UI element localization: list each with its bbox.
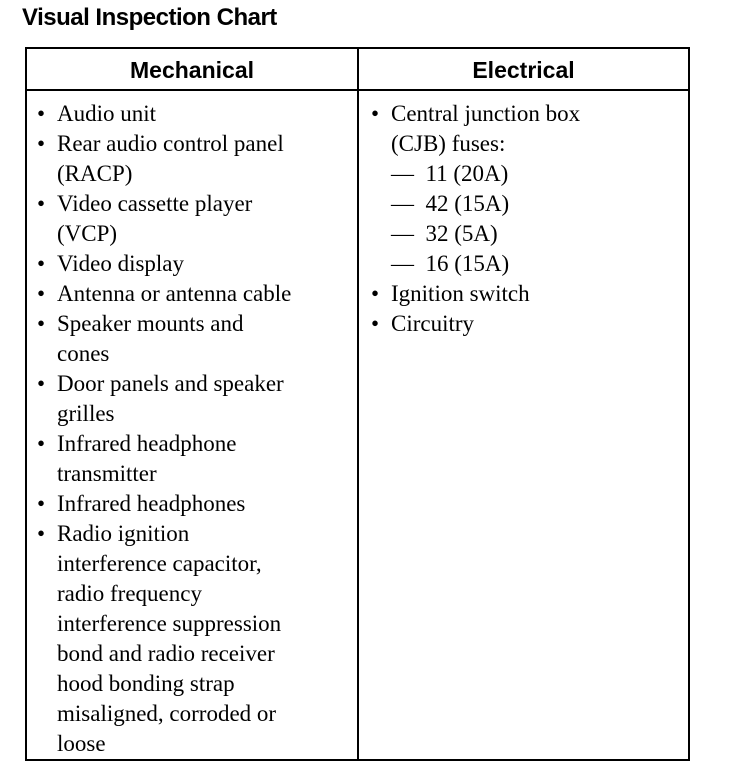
bullet-icon: • bbox=[37, 281, 46, 306]
electrical-list bbox=[365, 99, 683, 339]
list-item-text: radio frequency bbox=[57, 581, 202, 606]
list-item bbox=[31, 279, 351, 309]
list-item-text: Infrared headphone bbox=[57, 431, 237, 456]
list-item bbox=[365, 279, 683, 309]
list-item-text: Radio ignition bbox=[57, 521, 190, 546]
bullet-icon: • bbox=[371, 311, 380, 336]
list-item bbox=[31, 489, 351, 519]
bullet-icon: • bbox=[37, 491, 46, 516]
list-item-text: Rear audio control panel bbox=[57, 131, 284, 156]
column-header-mechanical: Mechanical bbox=[130, 57, 254, 83]
list-item-text: Ignition switch bbox=[391, 281, 530, 306]
fuse-entry: — 42 (15A) bbox=[391, 191, 510, 216]
page-title: Visual Inspection Chart bbox=[22, 4, 277, 31]
list-item-text: Door panels and speaker bbox=[57, 371, 284, 396]
fuse-entry: — 11 (20A) bbox=[391, 161, 509, 186]
list-item-text: Video cassette player bbox=[57, 191, 253, 216]
bullet-icon: • bbox=[37, 191, 46, 216]
list-item-text: (CJB) fuses: bbox=[391, 131, 506, 156]
list-item bbox=[31, 129, 351, 189]
column-divider bbox=[357, 49, 359, 759]
list-item bbox=[31, 309, 351, 369]
list-item-text: grilles bbox=[57, 401, 115, 426]
bullet-icon: • bbox=[37, 251, 46, 276]
bullet-icon: • bbox=[37, 431, 46, 456]
mechanical-list bbox=[31, 99, 351, 759]
bullet-icon: • bbox=[37, 371, 46, 396]
list-item-text: Audio unit bbox=[57, 101, 157, 126]
column-header-electrical: Electrical bbox=[472, 57, 575, 83]
list-item-text: interference capacitor, bbox=[57, 551, 262, 576]
list-item-text: Central junction box bbox=[391, 101, 581, 126]
list-item-text: transmitter bbox=[57, 461, 157, 486]
list-item-text: loose bbox=[57, 731, 106, 756]
list-item bbox=[31, 429, 351, 489]
list-item bbox=[31, 519, 351, 759]
list-item-text: Infrared headphones bbox=[57, 491, 246, 516]
inspection-table bbox=[25, 47, 690, 761]
list-item-text: hood bonding strap bbox=[57, 671, 235, 696]
list-item bbox=[31, 189, 351, 249]
list-item-text: Speaker mounts and bbox=[57, 311, 244, 336]
list-item bbox=[31, 249, 351, 279]
list-item-text: bond and radio receiver bbox=[57, 641, 275, 666]
bullet-icon: • bbox=[37, 101, 46, 126]
list-item bbox=[31, 369, 351, 429]
fuse-entry: — 32 (5A) bbox=[391, 221, 498, 246]
bullet-icon: • bbox=[37, 311, 46, 336]
list-item-text: Antenna or antenna cable bbox=[57, 281, 292, 306]
bullet-icon: • bbox=[371, 281, 380, 306]
fuse-entry: — 16 (15A) bbox=[391, 251, 510, 276]
bullet-icon: • bbox=[37, 131, 46, 156]
list-item-text: Video display bbox=[57, 251, 185, 276]
list-item-text: Circuitry bbox=[391, 311, 475, 336]
list-item bbox=[365, 309, 683, 339]
list-item-text: (RACP) bbox=[57, 161, 133, 186]
list-item-text: cones bbox=[57, 341, 110, 366]
list-item-text: misaligned, corroded or bbox=[57, 701, 277, 726]
bullet-icon: • bbox=[37, 521, 46, 546]
list-item-text: (VCP) bbox=[57, 221, 118, 246]
list-item bbox=[31, 99, 351, 129]
list-item-text: interference suppression bbox=[57, 611, 282, 636]
list-item bbox=[365, 99, 683, 279]
bullet-icon: • bbox=[371, 101, 380, 126]
